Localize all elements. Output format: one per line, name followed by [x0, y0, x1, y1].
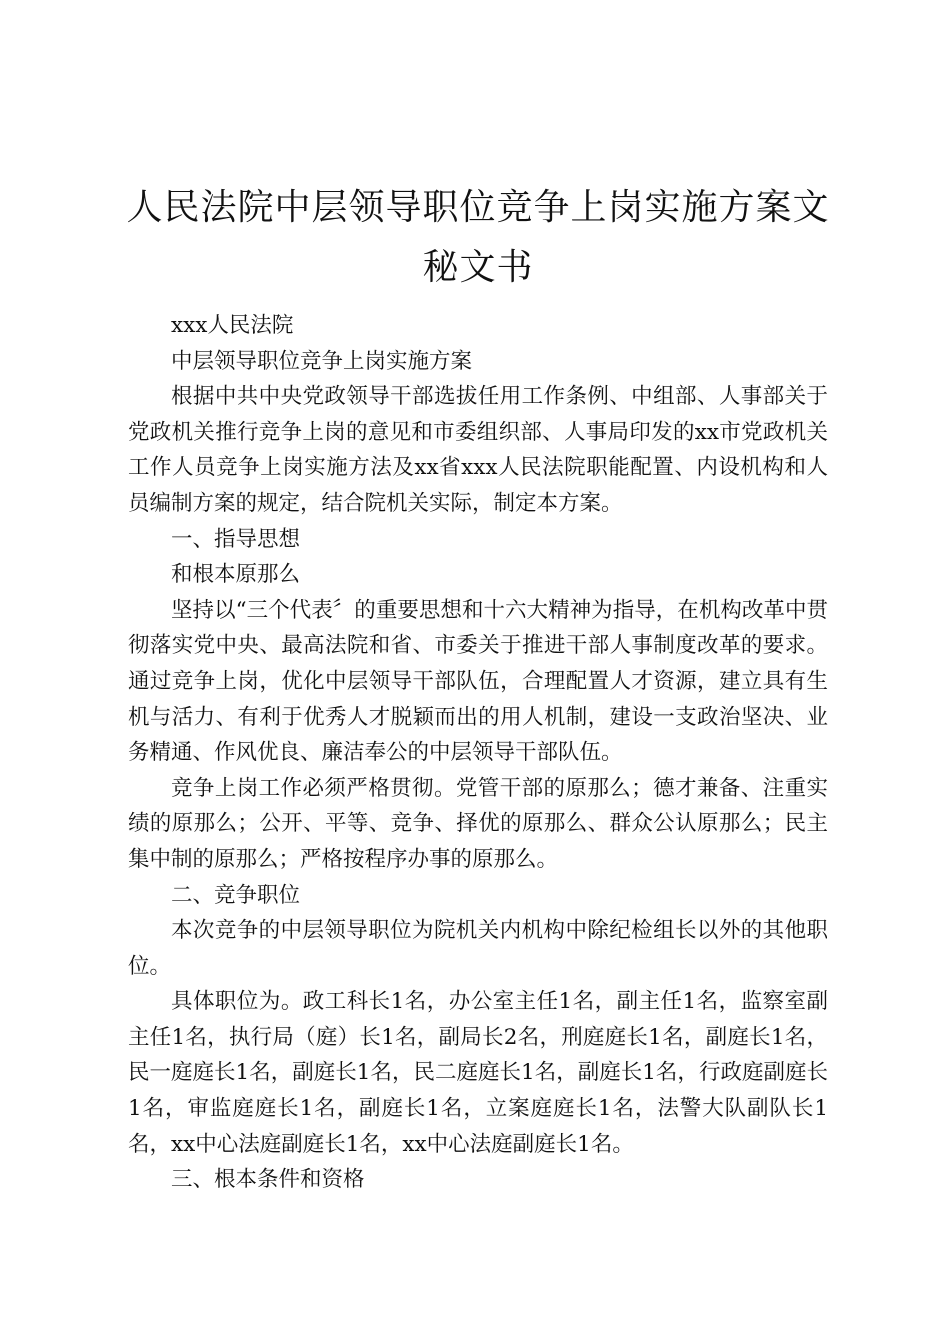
plan-name-line: 中层领导职位竞争上岗实施方案	[171, 348, 473, 374]
section-subheading-principles: 和根本原那么	[171, 562, 301, 588]
intro-paragraph: 根据中共中央党政领导干部选拔任用工作条例、中组部、人事部关于党政机关推行竞争上岗的意见和市委组织部、人事局印发的xx市党政机关工作人员竞争上岗实施方法及xx省xxx人民法院职能配置、内设机构和人员编制方案的规定，结合院机关实际，制定本方案。	[128, 384, 828, 516]
guiding-ideology-paragraph: 坚持以“三个代表〞的重要思想和十六大精神为指导，在机构改革中贯彻落实党中央、最高法院和省、市委关于推进干部人事制度改革的要求。通过竞争上岗，优化中层领导干部队伍，合理配置人才资源，建立具有生机与活力、有利于优秀人才脱颖而出的用人机制，建设一支政治坚决、业务精通、作风优良、廉洁奉公的中层领导干部队伍。	[128, 597, 828, 766]
section-heading-qualifications: 三、根本条件和资格	[171, 1167, 365, 1193]
principles-paragraph: 竞争上岗工作必须严格贯彻。党管干部的原那么；德才兼备、注重实绩的原那么；公开、平等、竞争、择优的原那么、群众公认原那么；民主集中制的原那么；严格按程序办事的原那么。	[128, 775, 828, 872]
document-title: 人民法院中层领导职位竞争上岗实施方案文秘文书	[126, 187, 830, 288]
document-page	[128, 178, 828, 1198]
positions-scope-paragraph: 本次竞争的中层领导职位为院机关内机构中除纪检组长以外的其他职位。	[128, 918, 828, 979]
positions-list-paragraph: 具体职位为。政工科长1名，办公室主任1名，副主任1名，监察室副主任1名，执行局（庭）长1名，副局长2名，刑庭庭长1名，副庭长1名，民一庭庭长1名，副庭长1名，民二庭庭长1名，副庭长1名，行政庭副庭长1名，审监庭庭长1名，副庭长1名，立案庭庭长1名，法警大队副队长1名，xx中心法庭副庭长1名，xx中心法庭副庭长1名。	[128, 989, 828, 1157]
court-name-line: xxx人民法院	[171, 313, 294, 338]
section-heading-positions: 二、竞争职位	[171, 882, 301, 908]
document-body	[128, 308, 828, 1198]
section-heading-guiding-ideology: 一、指导思想	[171, 526, 301, 552]
